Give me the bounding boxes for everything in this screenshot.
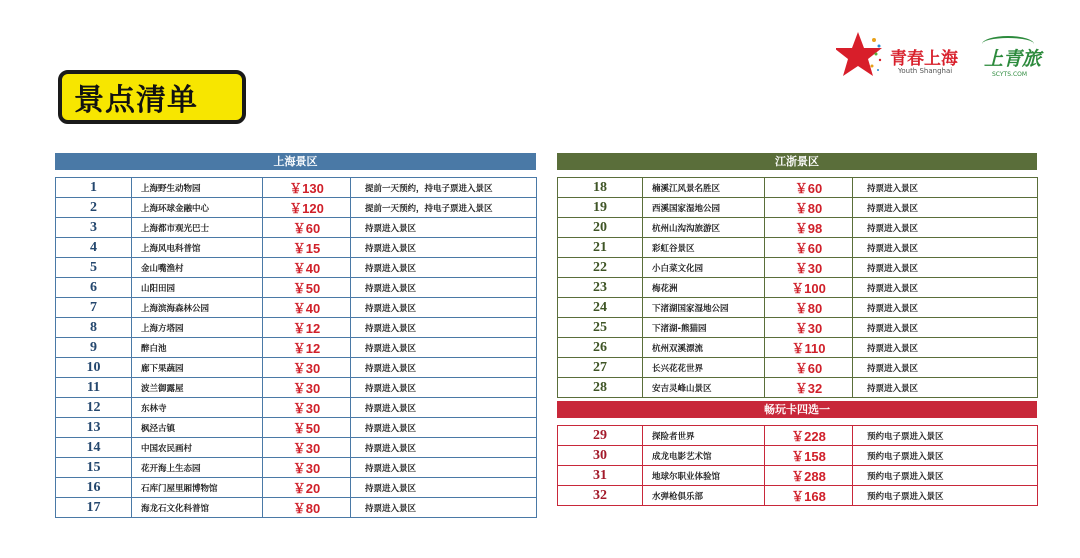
table-row [56, 338, 537, 358]
row-number: 24 [558, 298, 643, 318]
page-title: 景点清单 [74, 83, 198, 118]
entry-note: 持票进入景区 [853, 338, 1038, 358]
table-row [56, 418, 537, 438]
row-number: 19 [558, 198, 643, 218]
page-title-box [58, 70, 246, 124]
ticket-price: ￥30 [263, 438, 351, 458]
row-number: 8 [56, 318, 132, 338]
attraction-name: 廊下果蔬园 [132, 358, 263, 378]
row-number: 3 [56, 218, 132, 238]
row-number: 6 [56, 278, 132, 298]
entry-note: 持票进入景区 [351, 498, 537, 518]
attraction-name: 波兰御露屋 [132, 378, 263, 398]
table-row [56, 458, 537, 478]
table-row [56, 198, 537, 218]
table-row [56, 398, 537, 418]
attraction-name: 醉白池 [132, 338, 263, 358]
table-row [56, 178, 537, 198]
ticket-price: ￥60 [765, 358, 853, 378]
ticket-price: ￥100 [765, 278, 853, 298]
table-row [56, 378, 537, 398]
attraction-name: 东林寺 [132, 398, 263, 418]
entry-note: 持票进入景区 [351, 278, 537, 298]
row-number: 22 [558, 258, 643, 278]
attraction-name: 上海风电科普馆 [132, 238, 263, 258]
ticket-price: ￥130 [263, 178, 351, 198]
attraction-name: 上海环球金融中心 [132, 198, 263, 218]
entry-note: 持票进入景区 [853, 318, 1038, 338]
ticket-price: ￥60 [765, 178, 853, 198]
youth-shanghai-logo-text: 青春上海 [890, 49, 958, 69]
table-row [558, 378, 1038, 398]
attraction-name: 小白菜文化园 [643, 258, 765, 278]
row-number: 21 [558, 238, 643, 258]
table-row [558, 238, 1038, 258]
row-number: 25 [558, 318, 643, 338]
row-number: 29 [558, 426, 643, 446]
table-row [558, 298, 1038, 318]
row-number: 10 [56, 358, 132, 378]
entry-note: 预约电子票进入景区 [853, 486, 1038, 506]
attraction-name: 下渚湖-熊猫园 [643, 318, 765, 338]
entry-note: 持票进入景区 [853, 358, 1038, 378]
entry-note: 持票进入景区 [853, 198, 1038, 218]
row-number: 9 [56, 338, 132, 358]
ticket-price: ￥98 [765, 218, 853, 238]
entry-note: 持票进入景区 [351, 358, 537, 378]
entry-note: 持票进入景区 [351, 338, 537, 358]
ticket-price: ￥12 [263, 338, 351, 358]
entry-note: 提前一天预约，持电子票进入景区 [351, 198, 537, 218]
card-header: 畅玩卡四选一 [557, 401, 1037, 418]
attraction-name: 上海野生动物园 [132, 178, 263, 198]
entry-note: 持票进入景区 [853, 298, 1038, 318]
row-number: 4 [56, 238, 132, 258]
entry-note: 持票进入景区 [351, 478, 537, 498]
ticket-price: ￥30 [263, 378, 351, 398]
table-row [558, 278, 1038, 298]
row-number: 13 [56, 418, 132, 438]
shanghai-header: 上海景区 [55, 153, 536, 170]
entry-note: 持票进入景区 [351, 298, 537, 318]
entry-note: 持票进入景区 [853, 258, 1038, 278]
attraction-name: 彩虹谷景区 [643, 238, 765, 258]
ticket-price: ￥60 [263, 218, 351, 238]
ticket-price: ￥32 [765, 378, 853, 398]
entry-note: 持票进入景区 [351, 438, 537, 458]
scyts-logo-subtext: SCYTS.COM [992, 71, 1028, 78]
row-number: 14 [56, 438, 132, 458]
card-section [557, 401, 1037, 506]
table-row [558, 466, 1038, 486]
row-number: 30 [558, 446, 643, 466]
attraction-name: 水弹枪俱乐部 [643, 486, 765, 506]
table-row [558, 358, 1038, 378]
table-row [56, 318, 537, 338]
table-row [558, 338, 1038, 358]
jiangzhe-table [557, 177, 1038, 398]
entry-note: 持票进入景区 [351, 398, 537, 418]
entry-note: 持票进入景区 [853, 218, 1038, 238]
youth-shanghai-logo-subtext: Youth Shanghai [898, 67, 953, 75]
row-number: 17 [56, 498, 132, 518]
table-row [56, 218, 537, 238]
card-table [557, 425, 1038, 506]
entry-note: 持票进入景区 [853, 238, 1038, 258]
row-number: 28 [558, 378, 643, 398]
shanghai-table [55, 177, 537, 518]
table-row [56, 258, 537, 278]
table-row [558, 178, 1038, 198]
row-number: 7 [56, 298, 132, 318]
row-number: 20 [558, 218, 643, 238]
row-number: 31 [558, 466, 643, 486]
attraction-name: 梅花洲 [643, 278, 765, 298]
entry-note: 持票进入景区 [351, 258, 537, 278]
ticket-price: ￥228 [765, 426, 853, 446]
row-number: 16 [56, 478, 132, 498]
ticket-price: ￥80 [765, 298, 853, 318]
ticket-price: ￥288 [765, 466, 853, 486]
table-row [56, 278, 537, 298]
table-row [56, 498, 537, 518]
ticket-price: ￥15 [263, 238, 351, 258]
row-number: 2 [56, 198, 132, 218]
ticket-price: ￥60 [765, 238, 853, 258]
attraction-name: 海龙石文化科普馆 [132, 498, 263, 518]
row-number: 23 [558, 278, 643, 298]
jiangzhe-header: 江浙景区 [557, 153, 1037, 170]
ticket-price: ￥20 [263, 478, 351, 498]
table-row [558, 198, 1038, 218]
ticket-price: ￥50 [263, 278, 351, 298]
table-row [56, 358, 537, 378]
entry-note: 预约电子票进入景区 [853, 446, 1038, 466]
jiangzhe-section [557, 153, 1037, 398]
ticket-price: ￥30 [765, 258, 853, 278]
ticket-price: ￥30 [765, 318, 853, 338]
row-number: 15 [56, 458, 132, 478]
logos [832, 30, 1052, 86]
ticket-price: ￥80 [263, 498, 351, 518]
entry-note: 持票进入景区 [351, 378, 537, 398]
row-number: 11 [56, 378, 132, 398]
row-number: 1 [56, 178, 132, 198]
table-row [56, 238, 537, 258]
attraction-name: 中国农民画村 [132, 438, 263, 458]
attraction-name: 上海方塔园 [132, 318, 263, 338]
row-number: 18 [558, 178, 643, 198]
table-row [558, 258, 1038, 278]
ticket-price: ￥12 [263, 318, 351, 338]
row-number: 12 [56, 398, 132, 418]
scyts-logo-text: 上青旅 [984, 48, 1042, 70]
attraction-name: 杭州山沟沟旅游区 [643, 218, 765, 238]
attraction-name: 安吉灵峰山景区 [643, 378, 765, 398]
entry-note: 持票进入景区 [351, 218, 537, 238]
table-row [558, 218, 1038, 238]
entry-note: 持票进入景区 [351, 458, 537, 478]
table-row [56, 298, 537, 318]
attraction-name: 长兴花花世界 [643, 358, 765, 378]
table-row [558, 486, 1038, 506]
entry-note: 提前一天预约，持电子票进入景区 [351, 178, 537, 198]
attraction-name: 下渚湖国家湿地公园 [643, 298, 765, 318]
entry-note: 持票进入景区 [853, 378, 1038, 398]
table-row [56, 478, 537, 498]
attraction-name: 西溪国家湿地公园 [643, 198, 765, 218]
entry-note: 持票进入景区 [853, 178, 1038, 198]
attraction-name: 成龙电影艺术馆 [643, 446, 765, 466]
attraction-name: 杭州双溪漂流 [643, 338, 765, 358]
entry-note: 持票进入景区 [351, 318, 537, 338]
ticket-price: ￥40 [263, 298, 351, 318]
entry-note: 持票进入景区 [351, 238, 537, 258]
ticket-price: ￥40 [263, 258, 351, 278]
attraction-name: 楠溪江风景名胜区 [643, 178, 765, 198]
entry-note: 持票进入景区 [853, 278, 1038, 298]
ticket-price: ￥110 [765, 338, 853, 358]
entry-note: 预约电子票进入景区 [853, 426, 1038, 446]
entry-note: 持票进入景区 [351, 418, 537, 438]
table-row [558, 446, 1038, 466]
ticket-price: ￥30 [263, 398, 351, 418]
attraction-name: 上海滨海森林公园 [132, 298, 263, 318]
attraction-name: 山阳田园 [132, 278, 263, 298]
attraction-name: 花开海上生态园 [132, 458, 263, 478]
ticket-price: ￥158 [765, 446, 853, 466]
shanghai-section [55, 153, 536, 518]
row-number: 27 [558, 358, 643, 378]
ticket-price: ￥80 [765, 198, 853, 218]
attraction-name: 石库门屋里厢博物馆 [132, 478, 263, 498]
ticket-price: ￥50 [263, 418, 351, 438]
attraction-name: 上海都市观光巴士 [132, 218, 263, 238]
ticket-price: ￥168 [765, 486, 853, 506]
table-row [558, 318, 1038, 338]
row-number: 5 [56, 258, 132, 278]
entry-note: 预约电子票进入景区 [853, 466, 1038, 486]
star-logo-icon [836, 30, 886, 80]
ticket-price: ￥30 [263, 358, 351, 378]
row-number: 32 [558, 486, 643, 506]
ticket-price: ￥120 [263, 198, 351, 218]
ticket-price: ￥30 [263, 458, 351, 478]
attraction-name: 金山嘴渔村 [132, 258, 263, 278]
table-row [56, 438, 537, 458]
row-number: 26 [558, 338, 643, 358]
attraction-name: 地球尔职业体验馆 [643, 466, 765, 486]
table-row [558, 426, 1038, 446]
attraction-name: 探险者世界 [643, 426, 765, 446]
attraction-name: 枫泾古镇 [132, 418, 263, 438]
